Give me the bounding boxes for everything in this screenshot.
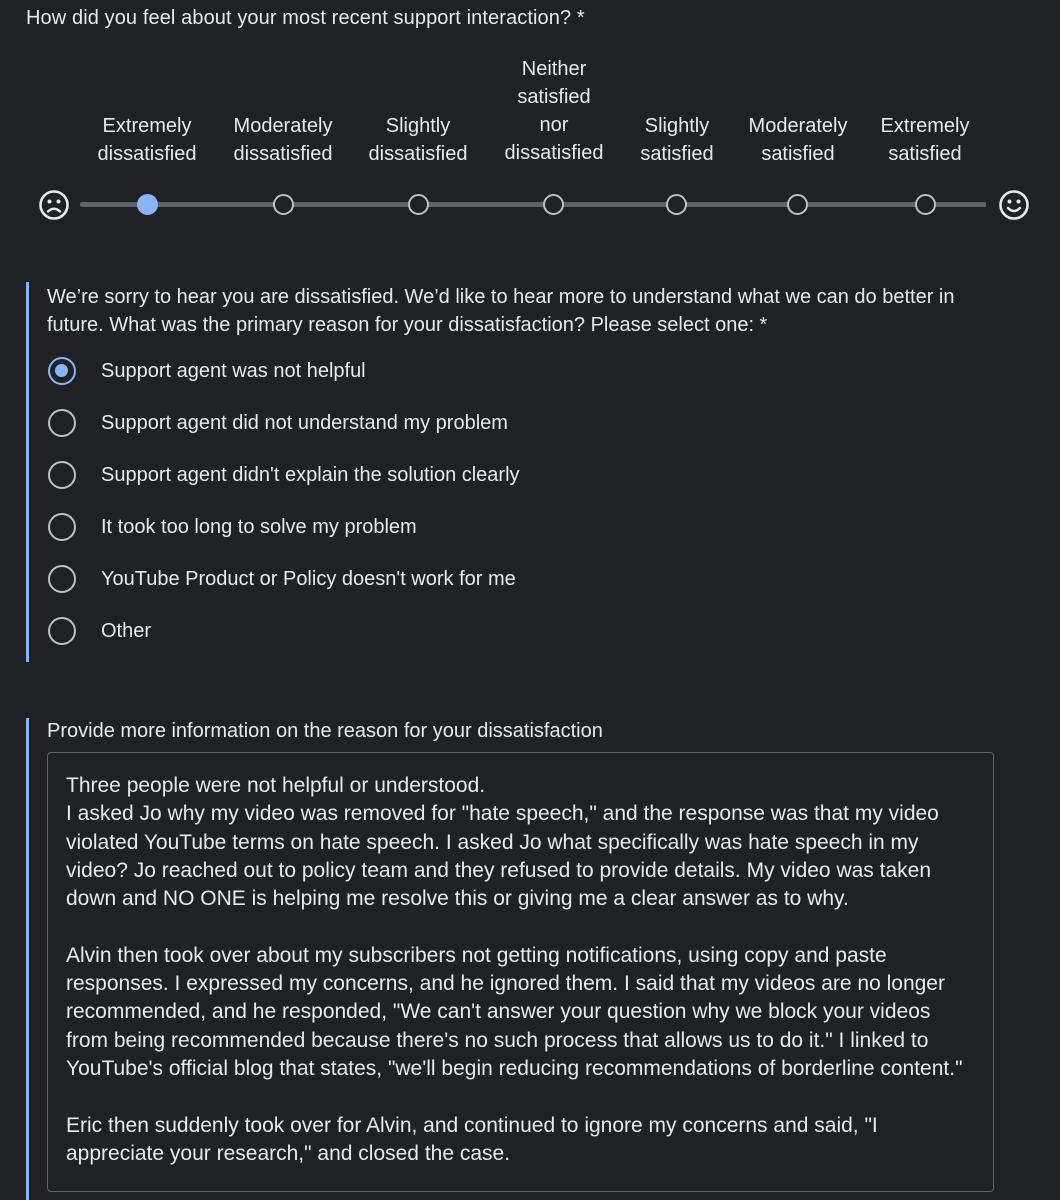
details-section-bar	[26, 718, 29, 1200]
scale-label-extremely-dissatisfied: Extremely dissatisfied	[97, 115, 197, 165]
scale-option-moderately-satisfied[interactable]	[787, 194, 808, 215]
scale-option-extremely-satisfied[interactable]	[915, 194, 936, 215]
radio-label: Other	[101, 619, 152, 642]
question-title: How did you feel about your most recent support interaction? *	[26, 7, 585, 29]
reason-option-not-helpful[interactable]	[48, 356, 366, 386]
scale-label-slightly-satisfied: Slightly satisfied	[640, 115, 714, 165]
details-textarea[interactable]: Three people were not helpful or understood. I asked Jo why my video was removed for "hate speech," and the response was that my video violated YouTube terms on hate speech. I asked Jo what specifically was hate speech in my video? Jo reached out to policy team and they refused to provide details. My video was taken down and NO ONE is helping me resolve this or giving me a clear answer as to why. Alvin then took over about my subscribers not getting notifications, using copy and paste responses. I expressed my concerns, and he ignored them. I said that my videos are no longer recommended, and he responded, "We can't answer your question why we block your videos from being recommended because there's no such process that allows us to do it." I linked to YouTube's official blog that states, "we'll begin reducing recommendations of borderline content." Eric then suddenly took over for Alvin, and continued to ignore my concerns and said, "I appreciate your research," and closed the case.	[47, 752, 994, 1192]
radio-label: Support agent did not understand my problem	[101, 411, 508, 434]
reason-option-not-understand[interactable]	[48, 408, 508, 438]
radio-label: YouTube Product or Policy doesn't work for me	[101, 567, 516, 590]
followup-section-bar	[26, 282, 29, 662]
radio-button[interactable]	[48, 513, 76, 541]
scale-label-extremely-satisfied: Extremely satisfied	[880, 115, 970, 165]
scale-label-neither: Neither satisfied nor dissatisfied	[504, 58, 604, 164]
details-label: Provide more information on the reason for your dissatisfaction	[47, 720, 603, 742]
reason-option-not-explain[interactable]	[48, 460, 520, 490]
scale-label-moderately-satisfied: Moderately satisfied	[748, 115, 848, 165]
scale-label-moderately-dissatisfied: Moderately dissatisfied	[233, 115, 333, 165]
radio-button[interactable]	[48, 617, 76, 645]
scale-label-slightly-dissatisfied: Slightly dissatisfied	[368, 115, 468, 165]
frown-face-icon	[38, 189, 70, 221]
scale-option-extremely-dissatisfied[interactable]	[137, 194, 158, 215]
scale-option-slightly-dissatisfied[interactable]	[408, 194, 429, 215]
radio-button[interactable]	[48, 409, 76, 437]
radio-label: Support agent didn't explain the solution clearly	[101, 463, 520, 486]
smile-face-icon	[998, 189, 1030, 221]
scale-option-moderately-dissatisfied[interactable]	[273, 194, 294, 215]
radio-label: It took too long to solve my problem	[101, 515, 417, 538]
radio-label: Support agent was not helpful	[101, 359, 366, 382]
satisfaction-slider-track[interactable]	[80, 202, 986, 207]
reason-option-product-policy[interactable]	[48, 564, 516, 594]
scale-option-neither[interactable]	[543, 194, 564, 215]
radio-button[interactable]	[48, 565, 76, 593]
reason-option-too-long[interactable]	[48, 512, 417, 542]
radio-button[interactable]	[48, 357, 76, 385]
followup-prompt: We’re sorry to hear you are dissatisfied. We’d like to hear more to understand what we can do better in future. What was the primary reason for your dissatisfaction? Please select one: *	[47, 286, 955, 336]
radio-button[interactable]	[48, 461, 76, 489]
reason-option-other[interactable]	[48, 616, 151, 646]
scale-option-slightly-satisfied[interactable]	[666, 194, 687, 215]
